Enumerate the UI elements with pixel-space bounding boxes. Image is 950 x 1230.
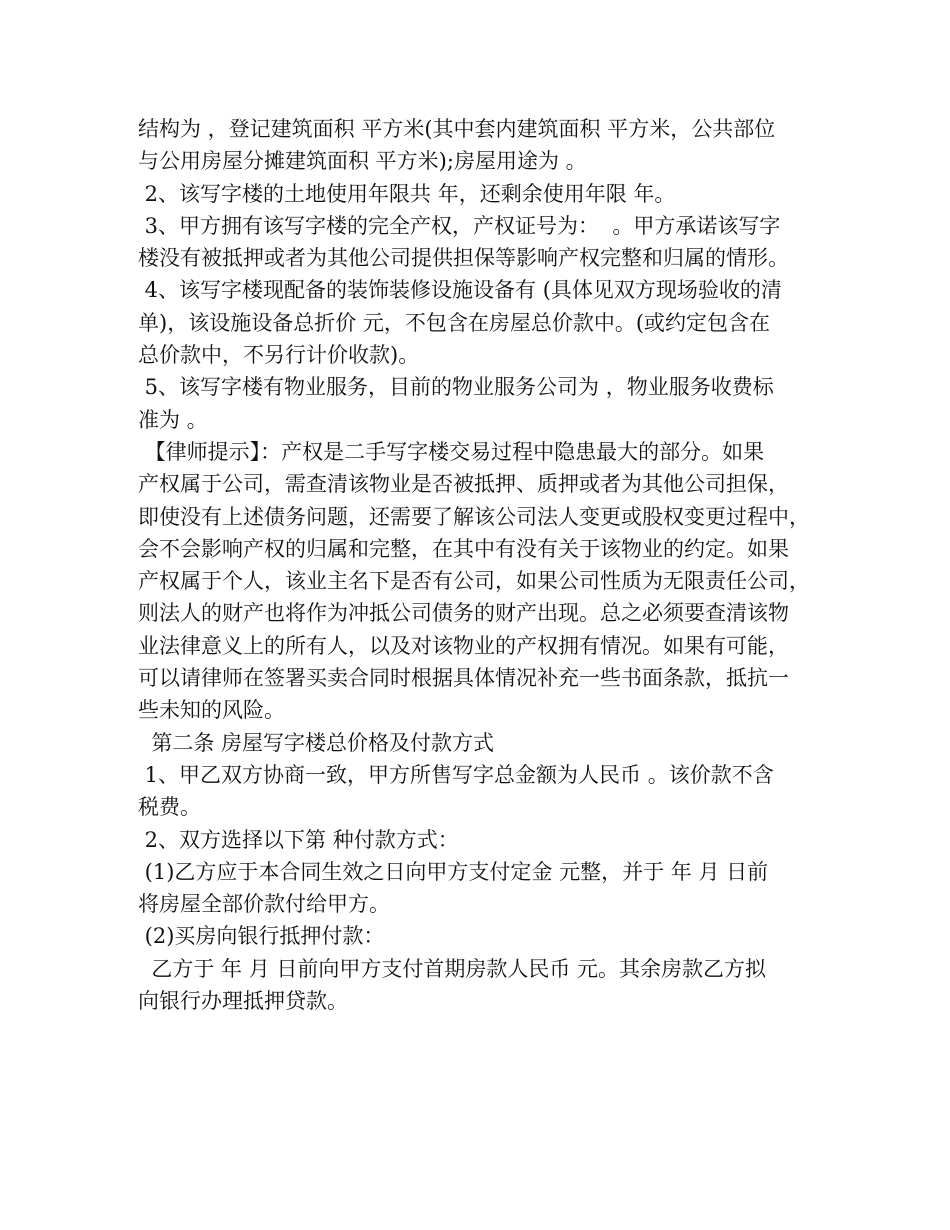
text-line: 3、甲方拥有该写字楼的完全产权，产权证号为： 。甲方承诺该写字: [138, 213, 781, 238]
section-heading: 第二条 房屋写字楼总价格及付款方式: [138, 730, 495, 755]
text-line: 5、该写字楼有物业服务，目前的物业服务公司为 ，物业服务收费标: [138, 375, 774, 400]
text-line: 税费。: [138, 795, 201, 820]
text-line: 2、该写字楼的土地使用年限共 年，还剩余使用年限 年。: [138, 181, 676, 206]
text-line: 与公用房屋分摊建筑面积 平方米);房屋用途为 。: [138, 149, 587, 174]
text-line: 【律师提示】：产权是二手写字楼交易过程中隐患最大的部分。如果: [138, 439, 765, 464]
text-line: 即使没有上述债务问题，还需要了解该公司法人变更或股权变更过程中，: [138, 504, 810, 529]
text-line: (2)买房向银行抵押付款：: [138, 924, 385, 949]
text-line: 将房屋全部价款付给甲方。: [138, 892, 390, 917]
text-line: 准为 。: [138, 407, 208, 432]
text-line: 些未知的风险。: [138, 698, 285, 723]
text-line: 会不会影响产权的归属和完整，在其中有没有关于该物业的约定。如果: [138, 536, 789, 561]
text-line: 总价款中，不另行计价收款)。: [138, 343, 420, 368]
text-line: (1)乙方应于本合同生效之日向甲方支付定金 元整，并于 年 月 日前: [138, 859, 769, 884]
text-line: 向银行办理抵押贷款。: [138, 989, 348, 1014]
text-line: 2、双方选择以下第 种付款方式：: [138, 827, 459, 852]
text-line: 业法律意义上的所有人，以及对该物业的产权拥有情况。如果有可能，: [138, 633, 789, 658]
text-line: 产权属于个人，该业主名下是否有公司，如果公司性质为无限责任公司，: [138, 569, 810, 594]
text-line: 4、该写字楼现配备的装饰装修设施设备有 (具体见双方现场验收的清: [138, 278, 782, 303]
text-line: 1、甲乙双方协商一致，甲方所售写字总金额为人民币 。该价款不含: [138, 762, 774, 787]
text-line: 单)，该设施设备总折价 元，不包含在房屋总价款中。(或约定包含在: [138, 310, 771, 335]
document-body: [138, 113, 828, 1017]
text-line: 可以请律师在签署买卖合同时根据具体情况补充一些书面条款，抵抗一: [138, 666, 789, 691]
text-line: 产权属于公司，需查清该物业是否被抵押、质押或者为其他公司担保，: [138, 472, 789, 497]
text-line: 则法人的财产也将作为冲抵公司债务的财产出现。总之必须要查清该物: [138, 601, 789, 626]
text-line: 乙方于 年 月 日前向甲方支付首期房款人民币 元。其余房款乙方拟: [138, 956, 767, 981]
text-line: 楼没有被抵押或者为其他公司提供担保等影响产权完整和归属的情形。: [138, 246, 789, 271]
text-line: 结构为 ，登记建筑面积 平方米(其中套内建筑面积 平方米，公共部位: [138, 117, 776, 141]
